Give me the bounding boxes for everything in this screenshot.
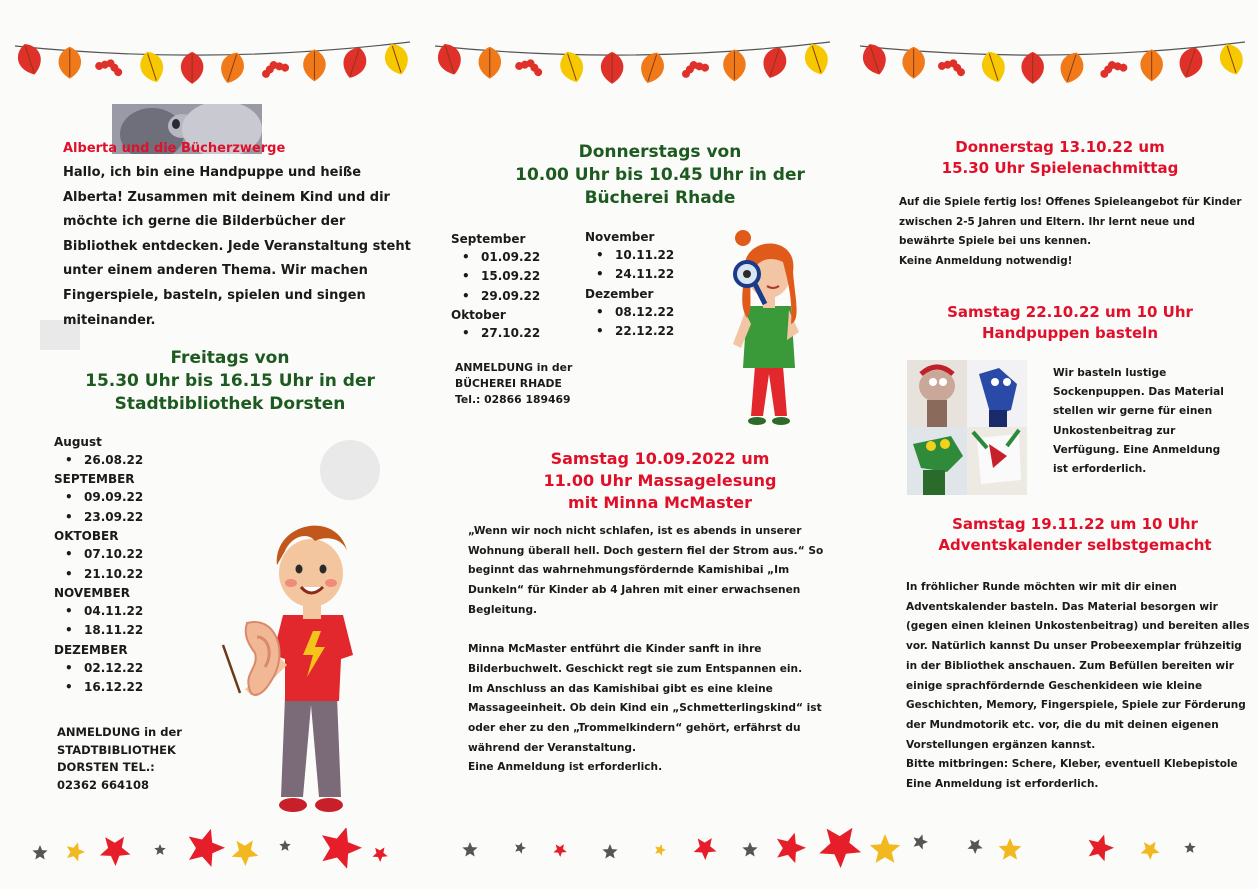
game-afternoon-title [910, 137, 1210, 179]
game-afternoon-text [899, 193, 1249, 272]
text-line: Geschichten, Memory, Fingerspiele, Spiele zur Förderung [906, 699, 1246, 712]
star-icon [1184, 842, 1195, 853]
heading-line: 15.30 Uhr bis 16.15 Uhr in der [85, 371, 375, 391]
alberta-title: Alberta und die Bücherzwerge [63, 141, 286, 156]
thursday-heading [490, 141, 830, 210]
star-icon [100, 837, 130, 866]
star-icon [553, 844, 566, 857]
puppet-crafting-title [920, 302, 1220, 344]
dorsten-registration [57, 724, 182, 794]
date-item: • 07.10.22 [54, 545, 254, 564]
heading-line: Bücherei Rhade [584, 188, 736, 208]
registration-line: ANMELDUNG in der [57, 725, 182, 739]
star-icon [1141, 842, 1160, 860]
date-item: • 21.10.22 [54, 565, 254, 584]
text-line: Dunkeln“ für Kinder ab 4 Jahren mit einer erwachsenen [468, 584, 801, 597]
text-line: während der Veranstaltung. [468, 741, 637, 754]
text-line: Eine Anmeldung ist erforderlich. [906, 778, 1099, 791]
column-middle [420, 0, 840, 889]
registration-line: ANMELDUNG in der [455, 361, 573, 374]
heading-line: Stadtbibliothek Dorsten [114, 394, 346, 414]
text-line: zwischen 2-5 Jahren und Eltern. Ihr lernt neue und [899, 215, 1195, 228]
text-line: einige sprachfördernde Geschenkideen wie kleine [906, 679, 1203, 692]
star-icon [279, 840, 290, 851]
star-icon [189, 829, 225, 867]
star-icon [914, 834, 929, 849]
star-icon [968, 839, 983, 854]
text-line: Wir basteln lustige [1053, 367, 1167, 379]
month-label: DEZEMBER [54, 642, 128, 657]
star-icon [655, 844, 666, 855]
star-icon [870, 834, 900, 863]
friday-heading [40, 347, 420, 416]
star-icon [742, 842, 757, 857]
text-line: Minna McMaster entführt die Kinder sanft in ihre [468, 643, 762, 656]
title-line: 15.30 Uhr Spielenachmittag [941, 159, 1179, 177]
advent-calendar-title [925, 514, 1225, 556]
star-icon [373, 847, 388, 862]
text-line: In fröhlicher Runde möchten wir mit dir einen [906, 581, 1177, 593]
text-line: Auf die Spiele fertig los! Offenes Spieleangebot für Kinder [899, 196, 1242, 208]
text-line: Bitte mitbringen: Schere, Kleber, eventuell Klebepistole [906, 758, 1238, 771]
date-item: • 09.09.22 [54, 488, 254, 507]
text-line: stellen wir gerne für einen [1053, 405, 1213, 418]
title-line: Samstag 10.09.2022 um [550, 449, 770, 468]
text-line: Bilderbuchwelt. Geschickt regt sie zum Entspannen ein. [468, 662, 803, 675]
intro-line: miteinander. [63, 312, 156, 328]
date-item: • 22.12.22 [585, 322, 725, 341]
text-line: Wohnung überall hell. Doch gestern fiel der Strom aus.“ So [468, 544, 824, 557]
month-label: Dezember [585, 286, 654, 301]
text-line: „Wenn wir noch nicht schlafen, ist es abends in unserer [468, 525, 802, 537]
registration-line: Tel.: 02866 189469 [455, 393, 571, 406]
star-border [0, 828, 1258, 878]
text-line: Begleitung. [468, 603, 538, 616]
advent-calendar-text [906, 578, 1251, 795]
star-icon [462, 842, 477, 857]
heading-line: Freitags von [170, 348, 290, 368]
date-item: • 26.08.22 [54, 451, 254, 470]
title-line: mit Minna McMaster [568, 493, 752, 512]
text-line: ist erforderlich. [1053, 463, 1147, 476]
rhade-dates-right [585, 228, 725, 342]
intro-line: möchte ich gerne die Bilderbücher der [63, 214, 346, 230]
star-icon [777, 833, 806, 863]
date-item: • 24.11.22 [585, 265, 725, 284]
rhade-registration [455, 360, 572, 408]
title-line: Samstag 22.10.22 um 10 Uhr [947, 303, 1193, 321]
title-line: Adventskalender selbstgemacht [938, 536, 1212, 554]
title-line: Donnerstag 13.10.22 um [955, 138, 1165, 156]
text-line: Adventskalender basteln. Das Material besorgen wir [906, 600, 1218, 613]
girl-illustration [725, 228, 815, 428]
month-label: November [585, 230, 655, 244]
star-icon [694, 838, 717, 860]
star-icon [67, 842, 85, 861]
text-line: bewährte Spiele bei uns kennen. [899, 235, 1092, 248]
month-label: SEPTEMBER [54, 472, 135, 487]
star-icon [819, 828, 861, 868]
column-right [840, 0, 1258, 889]
text-line: Massageeinheit. Ob dein Kind ein „Schmetterlingskind“ ist [468, 702, 822, 715]
star-icon [602, 844, 617, 859]
text-line: oder eher zu den „Trommelkindern“ gehört, erfährst du [468, 722, 801, 735]
text-line: beginnt das wahrnehmungsfördernde Kamishibai „Im [468, 564, 790, 577]
text-line: Unkostenbeitrag zur [1053, 424, 1176, 437]
title-line: Handpuppen basteln [981, 324, 1158, 342]
title-line: 11.00 Uhr Massagelesung [543, 471, 777, 490]
star-icon [154, 844, 165, 855]
month-label: OKTOBER [54, 529, 119, 544]
registration-line: 02362 664108 [57, 777, 150, 792]
text-line: (gegen einen kleinen Unkostenbeitrag) und bereiten alles [906, 620, 1250, 633]
heading-line: Donnerstags von [578, 142, 742, 162]
registration-line: DORSTEN TEL.: [57, 760, 155, 774]
date-item: • 23.09.22 [54, 508, 254, 527]
massage-reading-title [510, 448, 810, 514]
date-item: • 15.09.22 [451, 267, 591, 286]
text-line: Verfügung. Eine Anmeldung [1053, 443, 1221, 456]
text-line: der Mundmotorik etc. vor, die du mit deinen eigenen [906, 718, 1219, 731]
intro-line: Alberta! Zusammen mit deinem Kind und dir [63, 189, 390, 205]
month-label: September [451, 232, 526, 246]
registration-line: STADTBIBLIOTHEK [57, 742, 176, 757]
star-icon [322, 828, 362, 869]
massage-reading-text [468, 522, 838, 778]
text-line: Im Anschluss an das Kamishibai gibt es eine kleine [468, 682, 773, 695]
puppet-crafting-text [1053, 364, 1253, 479]
date-item: • 16.12.22 [54, 678, 254, 697]
month-label: NOVEMBER [54, 586, 130, 601]
star-icon [232, 840, 259, 866]
date-item: • 02.12.22 [54, 659, 254, 678]
alberta-intro [63, 161, 413, 333]
text-line: Vorstellungen ergänzen kannst. [906, 738, 1096, 751]
title-line: Samstag 19.11.22 um 10 Uhr [952, 515, 1198, 533]
text-line: Sockenpuppen. Das Material [1053, 386, 1224, 399]
date-item: • 04.11.22 [54, 602, 254, 621]
text-line: Keine Anmeldung notwendig! [899, 255, 1073, 268]
month-label: August [54, 435, 102, 449]
intro-line: Fingerspiele, basteln, spielen und singen [63, 287, 366, 303]
boy-illustration [215, 505, 365, 817]
date-item: • 08.12.22 [585, 303, 725, 322]
month-label: Oktober [451, 308, 506, 323]
rhade-dates-left [451, 230, 591, 344]
text-line: Eine Anmeldung ist erforderlich. [468, 761, 663, 774]
date-item: • 27.10.22 [451, 324, 591, 343]
date-item: • 18.11.22 [54, 621, 254, 640]
registration-line: BÜCHEREI RHADE [455, 377, 562, 390]
heading-line: 10.00 Uhr bis 10.45 Uhr in der [515, 165, 805, 185]
star-icon [515, 842, 526, 853]
date-item: • 29.09.22 [451, 287, 591, 306]
date-item: • 01.09.22 [451, 248, 591, 267]
text-line: in der Bibliothek anschauen. Zum Befüllen bereiten wir [906, 659, 1234, 672]
text-line: vor. Natürlich kannst Du unser Probeexemplar frühzeitig [906, 640, 1242, 653]
star-icon [1089, 835, 1114, 862]
star-icon [999, 838, 1022, 860]
star-icon [32, 845, 47, 860]
intro-line: unter einem anderen Thema. Wir machen [63, 263, 368, 279]
intro-line: Hallo, ich bin eine Handpuppe und heiße [63, 165, 362, 180]
intro-line: Bibliothek entdecken. Jede Veranstaltung steht [63, 238, 411, 254]
column-left [0, 0, 420, 889]
sock-puppets-photo [907, 360, 1027, 495]
date-item: • 10.11.22 [585, 246, 725, 265]
